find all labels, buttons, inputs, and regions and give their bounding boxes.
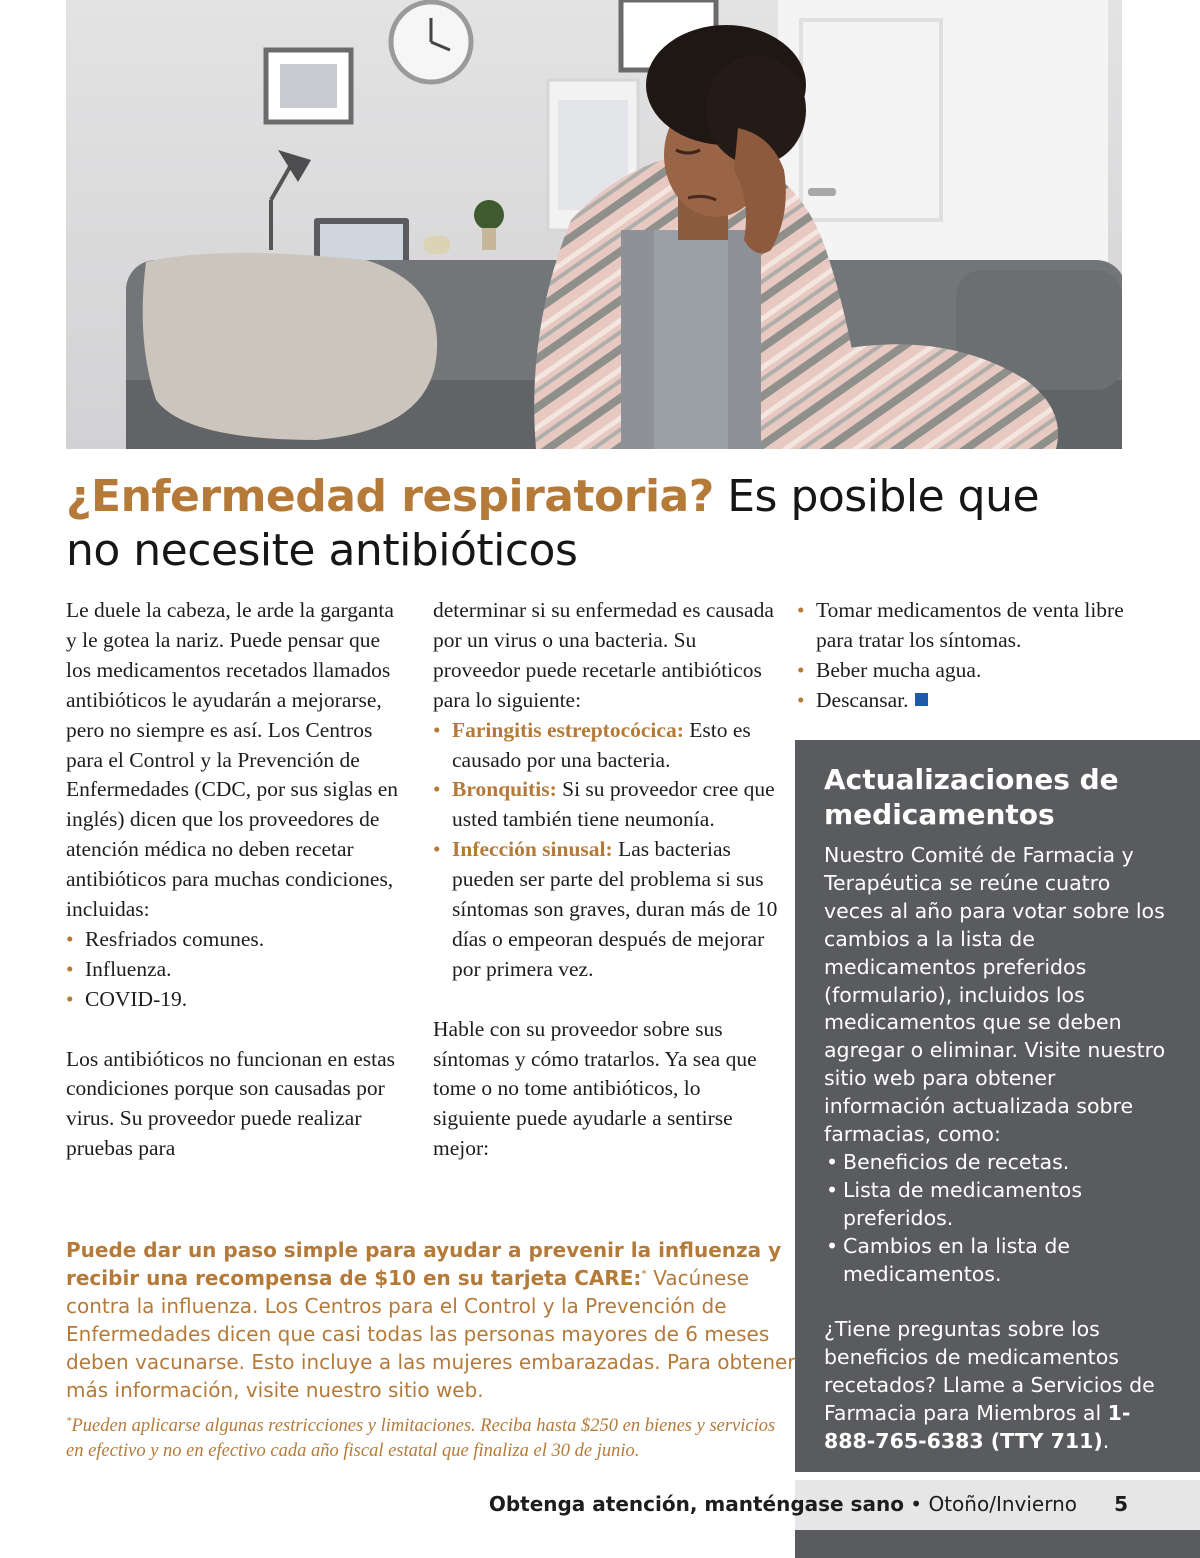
footnote-marker: * (66, 1414, 72, 1427)
illness-description: Esto es causado por una bacteria. (452, 717, 751, 772)
list-item: • Tomar medicamentos de venta libre para tratar los síntomas. (797, 596, 1127, 656)
tip-text: Descansar. (816, 687, 909, 712)
page-footer (0, 1480, 1200, 1530)
list-item: • Resfriados comunes. (66, 925, 406, 955)
article-headline (66, 470, 1066, 578)
tips-list (797, 596, 1127, 716)
promo-body: Vacúnese contra la influenza. Los Centros para el Control y la Prevención de Enfermedades dicen que casi todas las personas mayores de 6 meses deben vacunarse. Esto incluye a las mujeres embarazadas. Para obtener más información, visite nuestro sitio web. (66, 1266, 796, 1402)
pharmacy-phone-number: 1-888-765-6383 (TTY 711) (824, 1401, 1131, 1454)
list-item (433, 716, 778, 776)
illness-term: Bronquitis: (452, 777, 557, 802)
list-item: • Beber mucha agua. (797, 656, 1127, 686)
list-item: • Beneficios de recetas. (824, 1149, 1172, 1177)
list-item: • Cambios en la lista de medicamentos. (824, 1233, 1172, 1289)
illness-term: Infección sinusal: (452, 837, 613, 862)
illness-term: Faringitis estreptocócica: (452, 717, 684, 742)
issue-season: Otoño/Invierno (928, 1492, 1077, 1516)
list-item (797, 686, 1127, 716)
illnesses-list (433, 716, 778, 985)
page-number: 5 (1114, 1492, 1128, 1516)
question-period: . (1102, 1429, 1110, 1454)
illness-description: Las bacterias pueden ser parte del problema si sus síntomas son graves, duran más de 10 días o empeoran después de mejorar por primera vez. (452, 837, 778, 981)
article-column-2 (433, 596, 778, 1164)
sidebar-list (824, 1149, 1172, 1289)
list-item (433, 775, 778, 835)
explanation-paragraph: Los antibióticos no funcionan en estas condiciones porque son causadas por virus. Su proveedor puede realizar pruebas para (66, 1046, 395, 1161)
question-text: ¿Tiene preguntas sobre los beneficios de medicamentos recetados? Llame a Servicios de Farmacia para Miembros al (824, 1317, 1155, 1426)
end-of-article-square-icon (915, 693, 928, 706)
footer-separator: • (903, 1492, 929, 1516)
list-item: • Lista de medicamentos preferidos. (824, 1177, 1172, 1233)
flu-vaccine-promo (66, 1236, 796, 1404)
advice-paragraph: Hable con su proveedor sobre sus síntomas y cómo tratarlos. Ya sea que tome o no tome antibióticos, lo siguiente puede ayudarle a sentirse mejor: (433, 1016, 757, 1161)
publication-name: Obtenga atención, manténgase sano (488, 1492, 904, 1516)
promo-lead: Puede dar un paso simple para ayudar a prevenir la influenza y recibir una recompensa de $10 en su tarjeta CARE: (66, 1238, 782, 1290)
illness-description: Si su proveedor cree que usted también tiene neumonía. (452, 777, 775, 832)
sidebar-title: Actualizaciones de medicamentos (824, 763, 1119, 831)
article-column-1 (66, 596, 406, 1164)
sidebar-body: Nuestro Comité de Farmacia y Terapéutica se reúne cuatro veces al año para votar sobre los cambios a la lista de medicamentos preferidos (formulario), incluidos los medicamentos que se deben agregar o eliminar. Visite nuestro sitio web para obtener información actualizada sobre farmacias, como: (824, 843, 1166, 1147)
bottom-bar (795, 1530, 1200, 1558)
list-item: • COVID-19. (66, 985, 406, 1015)
sidebar-question (824, 1316, 1172, 1456)
sick-man-illustration (66, 0, 1122, 449)
footnote-marker: * (641, 1267, 647, 1281)
footnote-text: Pueden aplicarse algunas restricciones y limitaciones. Reciba hasta $250 en bienes y servicios en efectivo y no en efectivo cada año fiscal estatal que finaliza el 30 de junio. (66, 1416, 776, 1461)
list-item (433, 835, 778, 985)
medication-updates-sidebar (795, 740, 1200, 1472)
hero-photo (66, 0, 1122, 449)
footnote (66, 1414, 796, 1464)
headline-rest: Es posible que no necesite antibióticos (66, 471, 1040, 576)
intro-paragraph: Le duele la cabeza, le arde la garganta y le gotea la nariz. Puede pensar que los medicamentos recetados llamados antibióticos le ayudarán a mejorarse, pero no siempre es así. Los Centros para el Control y la Prevención de Enfermedades (CDC, por sus siglas en inglés) dicen que los proveedores de atención médica no deben recetar antibióticos para muchas condiciones, incluidas: (66, 598, 398, 922)
footer-text (489, 1492, 1077, 1516)
headline-accent: ¿Enfermedad respiratoria? (66, 471, 714, 522)
article-column-3 (797, 596, 1127, 716)
continuation-paragraph: determinar si su enfermedad es causada por un virus o una bacteria. Su proveedor puede recetarle antibióticos para lo siguiente: (433, 598, 774, 712)
conditions-list (66, 925, 406, 1015)
list-item: • Influenza. (66, 955, 406, 985)
